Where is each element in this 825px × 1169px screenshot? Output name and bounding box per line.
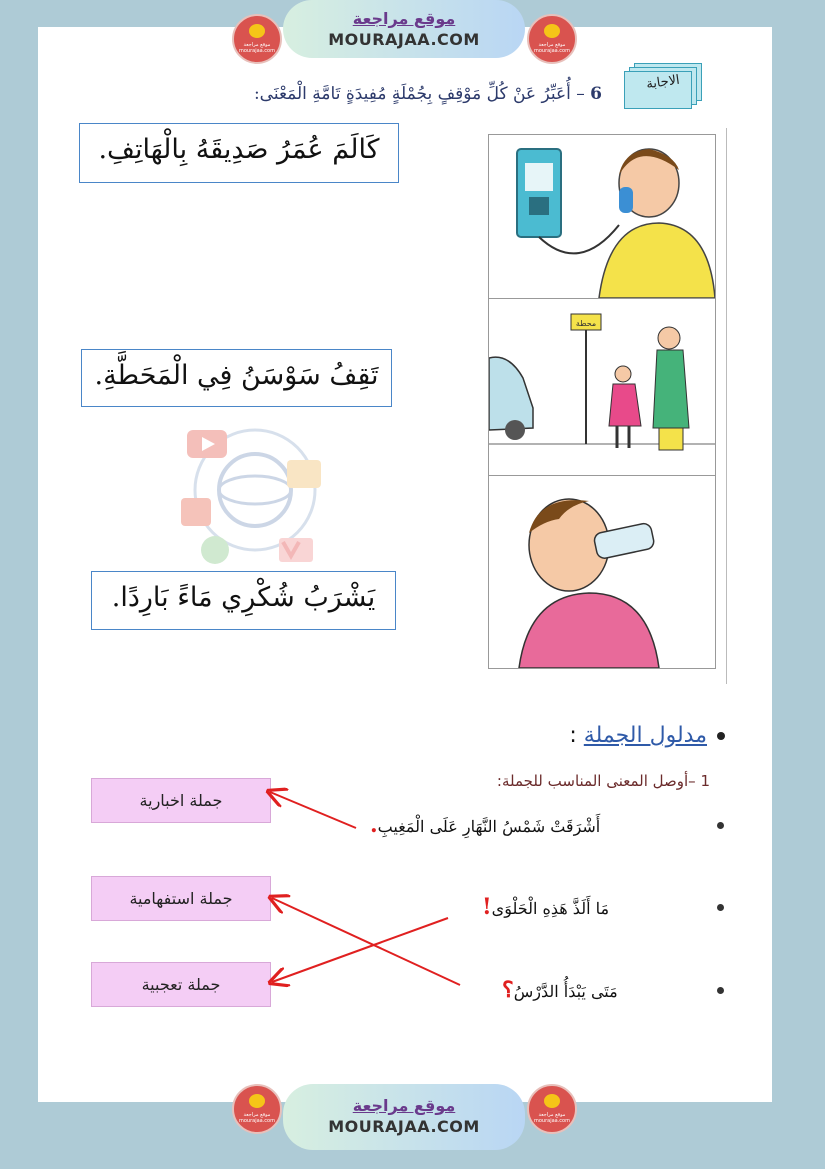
category-interrogative[interactable]: جملة استفهامية — [91, 876, 271, 921]
sentence-2-mark: ! — [482, 894, 492, 920]
section-title: مدلول الجملة — [583, 723, 707, 748]
site-name-ar-bottom: موقع مراجعة — [352, 1096, 456, 1115]
exercise-number: 1 — [700, 772, 710, 790]
category-exclamatory[interactable]: جملة تعجبية — [91, 962, 271, 1007]
sentence-3-text: مَتَى يَبْدَأُ الدَّرْسُ — [513, 982, 618, 1001]
sentence-3-mark: ؟ — [502, 977, 514, 1003]
sentence-1-mark: . — [370, 812, 378, 838]
arrow-declarative — [270, 792, 356, 828]
site-name-en: MOURAJAA.COM — [328, 30, 480, 49]
answer-box-3: يَشْرَبُ شُكْرِي مَاءً بَارِدًا. — [91, 571, 396, 630]
category-declarative[interactable]: جملة اخبارية — [91, 778, 271, 823]
arrow-exclamatory — [272, 918, 448, 982]
answer-box-1: كَالَمَ عُمَرُ صَدِيقَهُ بِالْهَاتِفِ. — [79, 123, 399, 183]
answer-tag: الاجابة — [624, 63, 704, 105]
site-logo-left-bottom: موقع مراجعة mourajaa.com — [232, 1084, 282, 1134]
site-name-ar: موقع مراجعة — [352, 9, 456, 28]
site-banner-bottom[interactable] — [283, 1084, 525, 1150]
answer-box-2: تَقِفُ سَوْسَنُ فِي الْمَحَطَّةِ. — [81, 349, 392, 407]
question-text: – أُعَبِّرُ عَنْ كُلِّ مَوْقِفٍ بِجُمْلَةٍ مُفِيدَةٍ تَامَّةِ الْمَعْنَى: — [253, 84, 585, 104]
sentence-1-text: أَشْرَقَتْ شَمْسُ النَّهَارِ عَلَى الْمَغِيبِ — [377, 817, 601, 836]
site-logo-right: موقع مراجعة mourajaa.com — [527, 14, 577, 64]
station-sign: محطة — [575, 319, 597, 328]
site-name-en-bottom: MOURAJAA.COM — [328, 1117, 480, 1136]
site-logo-right-bottom: موقع مراجعة mourajaa.com — [527, 1084, 577, 1134]
question-number: 6 — [590, 84, 602, 104]
section-colon: : — [569, 723, 577, 748]
exercise-text: –أوصل المعنى المناسب للجملة: — [496, 772, 696, 790]
sentence-2-text: مَا أَلَذَّ هَذِهِ الْحَلْوَى — [491, 899, 610, 918]
site-logo-left: موقع مراجعة mourajaa.com — [232, 14, 282, 64]
